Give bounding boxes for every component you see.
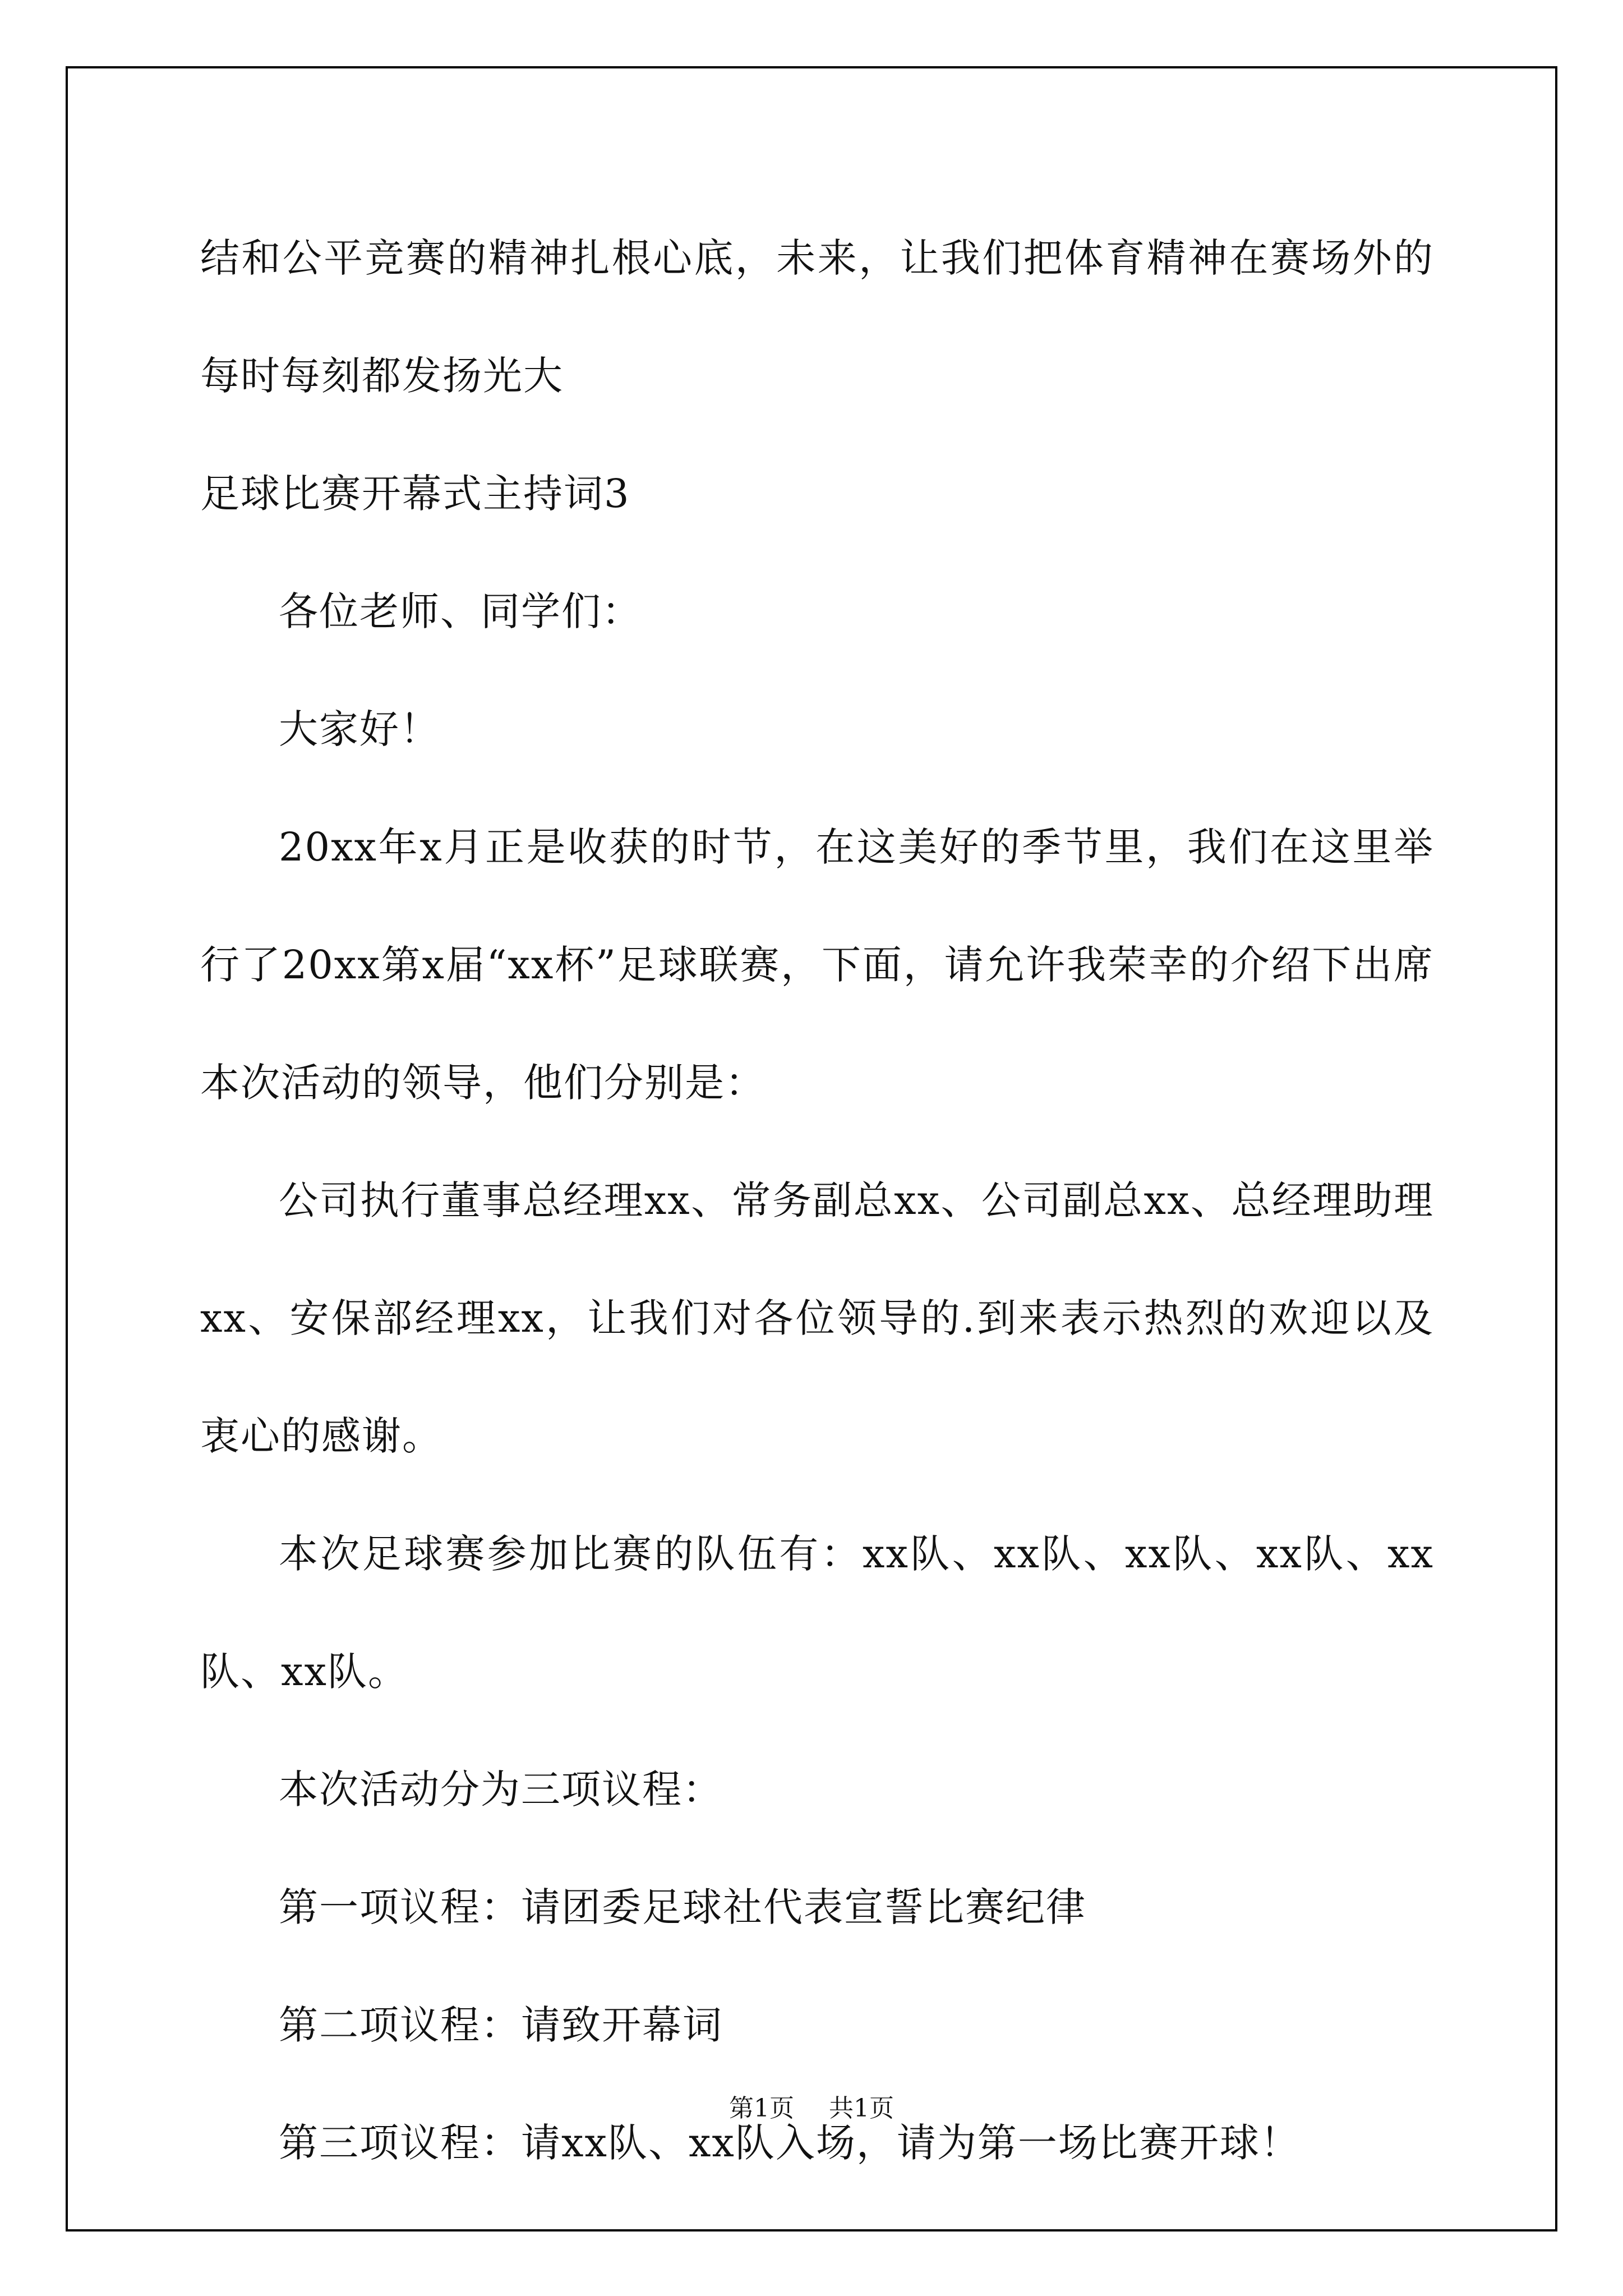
agenda-item-1: 第一项议程：请团委足球社代表宣誓比赛纪律 [279, 1884, 1086, 1930]
paragraph-agenda-intro: 本次活动分为三项议程： [279, 1766, 723, 1812]
page-number: 第1页 [729, 2094, 794, 2123]
agenda-item-3: 第三项议程：请xx队、xx队入场，请为第一场比赛开球！ [279, 2120, 1301, 2166]
agenda-item-2: 第二项议程：请致开幕词 [279, 2002, 723, 2048]
paragraph-teams: 本次足球赛参加比赛的队伍有：xx队、xx队、xx队、xx队、xx队、xx队。 [200, 1531, 1434, 1695]
paragraph-leaders: 公司执行董事总经理xx、常务副总xx、公司副总xx、总经理助理xx、安保部经理xx，让我们对各位领导的.到来表示热烈的欢迎以及衷心的感谢。 [200, 1177, 1434, 1459]
paragraph-intro: 20xx年x月正是收获的时节，在这美好的季节里，我们在这里举行了20xx第x届“xx杯”足球联赛，下面，请允许我荣幸的介绍下出席本次活动的领导，他们分别是： [200, 824, 1434, 1106]
section-heading: 足球比赛开幕式主持词3 [200, 471, 630, 517]
document-body [200, 199, 1434, 2202]
greeting: 大家好！ [279, 706, 440, 752]
page-total: 共1页 [829, 2094, 894, 2123]
page-footer [0, 2088, 1623, 2124]
salutation: 各位老师、同学们： [279, 588, 642, 634]
paragraph-continuation: 结和公平竞赛的精神扎根心底，未来，让我们把体育精神在赛场外的每时每刻都发扬光大 [200, 235, 1434, 399]
